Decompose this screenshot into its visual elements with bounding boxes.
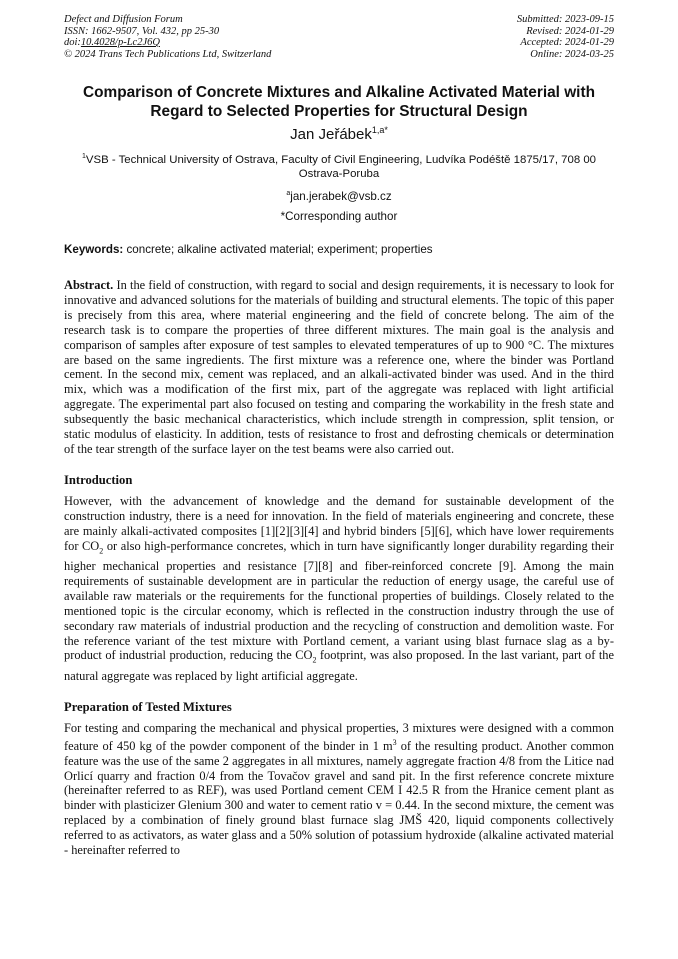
journal-header <box>64 14 614 60</box>
preparation-paragraph <box>64 721 614 858</box>
header-left <box>64 14 271 60</box>
intro-text-1: However, with the advancement of knowledge and the demand for sustainable development of the construction industry, there is a need for innovation. In the field of materials engineering and concrete, these are mainly alkali-activated composites [1][2][3][4] and hybrid binders [5][6], which have lower requirements for CO <box>64 493 614 553</box>
doi-line <box>64 37 271 49</box>
journal-name: Defect and Diffusion Forum <box>64 14 183 25</box>
copyright: © 2024 Trans Tech Publications Ltd, Switzerland <box>64 48 272 60</box>
intro-text-3: footprint, was also proposed. In the last variant, part of the natural aggregate was replaced by light artificial aggregate. <box>64 648 614 683</box>
author-sup: 1,a* <box>371 125 388 136</box>
submitted-date: Submitted: 2023-09-15 <box>516 14 614 25</box>
intro-sub-2: 2 <box>312 655 317 665</box>
doi-link[interactable]: 10.4028/p-Lc2J6Q <box>80 37 160 49</box>
intro-text-2: or also high-performance concretes, which in turn have significantly longer durability regarding their higher mechanical properties and resistance [7][8] and fiber-reinforced concrete [9]. Among the main requirements of sustainable development are in particular the reduction of energy usage, the careful use of available raw materials or the requirements for the functional properties of buildings. Closely related to the mentioned topic is the circular economy, which is reflected in the construction industry through the use of secondary raw materials of industrial production and the recycling of construction and demolition waste. For the reference variant of the test mixture with Portland cement, a variant using blast furnace slag as a by-product of industrial production, reducing the CO <box>64 538 614 663</box>
keywords-label: Keywords: <box>64 243 124 257</box>
prep-sup-1: 3 <box>392 737 397 747</box>
revised-date: Revised: 2024-01-29 <box>526 25 614 37</box>
abstract-text: In the field of construction, with regard to social and design requirements, it is necessary to look for innovative and advanced solutions for the materials of building and structural elements. The topic of this paper is precisely from this area, where material engineering and the field of concrete belong. The aim of the research task is to compare the properties of three different mixtures. The main goal is the analysis and comparison of samples after exposure of test samples to elevated temperatures of up to 900 °C. The mixtures are based on the same ingredients. The first mixture was a reference one, where the binder was Portland cement. In the second mix, cement was replaced, and an alkali-activated binder was used. And in the third mix, which was a modification of the first mix, part of the aggregate was replaced with light artificial aggregate. The experimental part also focused on testing and comparing the workability in the fresh state and subsequently the basic mechanical characteristics, which include strength in compression, split tension, or static modulus of elasticity. In addition, tests of resistance to frost and defrosting chemicals or determination of the tear strength of the surface layer on the test beams were also carried out. <box>64 278 614 456</box>
author-name: Jan Jeřábek <box>290 126 372 144</box>
email-line <box>64 187 614 204</box>
online-date: Online: 2024-03-25 <box>530 48 614 60</box>
intro-sub-1: 2 <box>99 546 104 556</box>
header-right <box>517 14 614 60</box>
affiliation-text: VSB - Technical University of Ostrava, Faculty of Civil Engineering, Ludvíka Podéště 1875/17, 708 00 Ostrava-Poruba <box>85 154 596 181</box>
accepted-date: Accepted: 2024-01-29 <box>520 37 614 49</box>
doi-prefix: doi: <box>64 37 81 49</box>
introduction-paragraph <box>64 494 614 684</box>
abstract <box>64 278 614 457</box>
keywords <box>64 243 614 257</box>
email-sup: a <box>286 190 291 198</box>
abstract-label: Abstract. <box>64 278 114 293</box>
issn: ISSN: 1662-9507, Vol. 432, pp 25-30 <box>64 25 220 37</box>
affiliation-sup: 1 <box>81 153 86 161</box>
corresponding-author: *Corresponding author <box>280 210 398 224</box>
keywords-text: concrete; alkaline activated material; experiment; properties <box>123 243 433 257</box>
email-address[interactable]: jan.jerabek@vsb.cz <box>290 190 392 204</box>
prep-text-1: For testing and comparing the mechanical and physical properties, 3 mixtures were designed with a common feature of 450 kg of the powder component of the binder in 1 m <box>64 720 614 753</box>
introduction-heading: Introduction <box>64 472 133 487</box>
preparation-heading: Preparation of Tested Mixtures <box>64 699 232 714</box>
prep-text-2: of the resulting product. Another common feature was the use of the same 2 aggregates in all mixtures, namely aggregate fraction 4/8 from the Litice nad Orlicí quarry and fraction 0/4 from the Tovačov gravel and sand pit. In the first reference concrete mixture (hereinafter referred to as REF), was used Portland cement CEM I 42.5 R from the Hranice cement plant as binder with plasticizer Glenium 300 and water to cement ratio v = 0.44. In the second mixture, the cement was replaced by a combination of finely ground blast furnace slag JMŠ 420, liquid components collectively referred to as activators, as water glass and a 50% solution of potassium hydroxide (alkaline activated material - hereinafter referred to <box>64 738 615 858</box>
paper-title: Comparison of Concrete Mixtures and Alkaline Activated Material with Regard to Selected Properties for Structural Design <box>83 84 595 121</box>
author-line <box>64 126 614 144</box>
affiliation <box>64 150 614 181</box>
